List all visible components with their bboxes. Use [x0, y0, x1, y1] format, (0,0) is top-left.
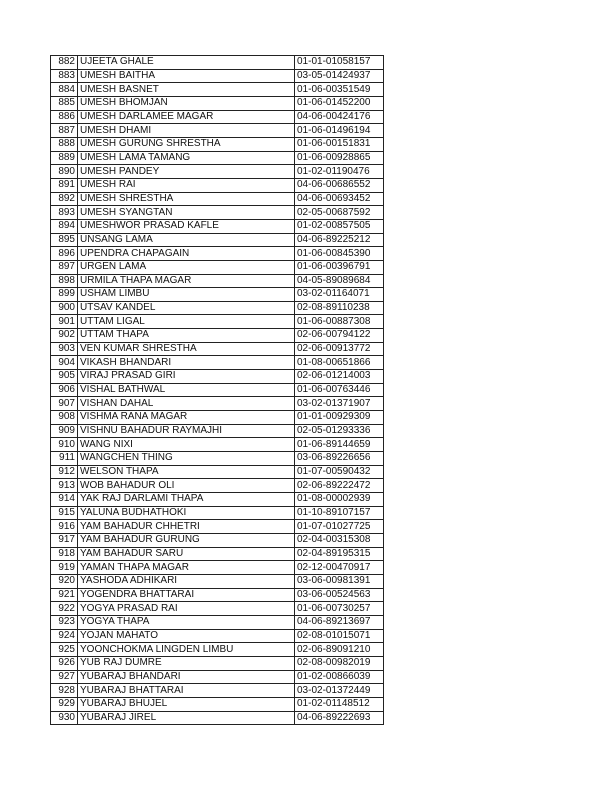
row-number: 904: [51, 356, 78, 370]
row-number: 896: [51, 247, 78, 261]
person-name: UTTAM LIGAL: [78, 315, 295, 329]
person-name: YAM BAHADUR SARU: [78, 547, 295, 561]
table-row: [51, 178, 384, 192]
row-number: 891: [51, 178, 78, 192]
table-row: [51, 301, 384, 315]
row-number: 903: [51, 342, 78, 356]
registration-id: 01-07-00590432: [295, 465, 384, 479]
row-number: 924: [51, 629, 78, 643]
table-row: [51, 356, 384, 370]
table-row: [51, 288, 384, 302]
row-number: 920: [51, 574, 78, 588]
registration-id: 01-06-89144659: [295, 438, 384, 452]
table-row: [51, 588, 384, 602]
person-name: UMESHWOR PRASAD KAFLE: [78, 219, 295, 233]
table-row: [51, 506, 384, 520]
row-number: 902: [51, 329, 78, 343]
person-name: UMESH DHAMI: [78, 124, 295, 138]
row-number: 899: [51, 288, 78, 302]
registration-id: 01-02-01148512: [295, 697, 384, 711]
registration-id: 01-02-01190476: [295, 165, 384, 179]
person-name: YOGYA PRASAD RAI: [78, 602, 295, 616]
row-number: 895: [51, 233, 78, 247]
person-name: WANGCHEN THING: [78, 452, 295, 466]
row-number: 884: [51, 83, 78, 97]
person-name: WELSON THAPA: [78, 465, 295, 479]
table-row: [51, 233, 384, 247]
table-row: [51, 479, 384, 493]
person-name: UMESH PANDEY: [78, 165, 295, 179]
registration-id: 02-08-89110238: [295, 301, 384, 315]
row-number: 897: [51, 260, 78, 274]
table-row: [51, 438, 384, 452]
row-number: 901: [51, 315, 78, 329]
table-row: [51, 137, 384, 151]
registration-id: 04-06-89213697: [295, 615, 384, 629]
row-number: 914: [51, 493, 78, 507]
person-name: YOJAN MAHATO: [78, 629, 295, 643]
registration-id: 04-06-00693452: [295, 192, 384, 206]
registration-id: 02-05-00687592: [295, 206, 384, 220]
person-name: UMESH SYANGTAN: [78, 206, 295, 220]
row-number: 925: [51, 643, 78, 657]
row-number: 892: [51, 192, 78, 206]
table-row: [51, 547, 384, 561]
table-row: [51, 56, 384, 70]
person-name: VIKASH BHANDARI: [78, 356, 295, 370]
registration-id: 01-01-00929309: [295, 411, 384, 425]
registration-id: 01-08-00002939: [295, 493, 384, 507]
person-name: VISHNU BAHADUR RAYMAJHI: [78, 424, 295, 438]
registration-id: 01-02-00857505: [295, 219, 384, 233]
registration-id: 01-06-00763446: [295, 383, 384, 397]
registration-id: 02-12-00470917: [295, 561, 384, 575]
row-number: 911: [51, 452, 78, 466]
person-name: UTSAV KANDEL: [78, 301, 295, 315]
table-row: [51, 329, 384, 343]
row-number: 927: [51, 670, 78, 684]
row-number: 921: [51, 588, 78, 602]
table-row: [51, 643, 384, 657]
person-name: WANG NIXI: [78, 438, 295, 452]
row-number: 889: [51, 151, 78, 165]
registration-id: 01-06-00730257: [295, 602, 384, 616]
registration-id: 03-02-01164071: [295, 288, 384, 302]
table-row: [51, 192, 384, 206]
registration-id: 02-08-01015071: [295, 629, 384, 643]
registration-id: 01-01-01058157: [295, 56, 384, 70]
person-name: YUBARAJ JIREL: [78, 711, 295, 725]
person-name: YOONCHOKMA LINGDEN LIMBU: [78, 643, 295, 657]
table-row: [51, 602, 384, 616]
registration-id: 03-06-00981391: [295, 574, 384, 588]
registration-id: 01-06-01496194: [295, 124, 384, 138]
person-name: VISHAL BATHWAL: [78, 383, 295, 397]
row-number: 907: [51, 397, 78, 411]
table-row: [51, 711, 384, 725]
row-number: 883: [51, 69, 78, 83]
row-number: 930: [51, 711, 78, 725]
person-name: YOGYA THAPA: [78, 615, 295, 629]
registration-id: 01-06-01452200: [295, 96, 384, 110]
table-row: [51, 533, 384, 547]
row-number: 909: [51, 424, 78, 438]
person-name: VIRAJ PRASAD GIRI: [78, 370, 295, 384]
table-row: [51, 124, 384, 138]
table-row: [51, 561, 384, 575]
table-row: [51, 452, 384, 466]
table-row: [51, 219, 384, 233]
person-name: USHAM LIMBU: [78, 288, 295, 302]
row-number: 913: [51, 479, 78, 493]
table-row: [51, 574, 384, 588]
records-table-body: [51, 56, 384, 725]
row-number: 898: [51, 274, 78, 288]
person-name: UMESH SHRESTHA: [78, 192, 295, 206]
row-number: 882: [51, 56, 78, 70]
person-name: YAK RAJ DARLAMI THAPA: [78, 493, 295, 507]
table-row: [51, 69, 384, 83]
person-name: WOB BAHADUR OLI: [78, 479, 295, 493]
person-name: UMESH LAMA TAMANG: [78, 151, 295, 165]
row-number: 905: [51, 370, 78, 384]
person-name: VEN KUMAR SHRESTHA: [78, 342, 295, 356]
row-number: 888: [51, 137, 78, 151]
registration-id: 01-07-01027725: [295, 520, 384, 534]
table-row: [51, 96, 384, 110]
row-number: 929: [51, 697, 78, 711]
table-row: [51, 370, 384, 384]
registration-id: 03-02-01372449: [295, 684, 384, 698]
registration-id: 02-06-89222472: [295, 479, 384, 493]
person-name: YOGENDRA BHATTARAI: [78, 588, 295, 602]
registration-id: 02-06-01214003: [295, 370, 384, 384]
row-number: 894: [51, 219, 78, 233]
registration-id: 01-06-00887308: [295, 315, 384, 329]
registration-id: 03-02-01371907: [295, 397, 384, 411]
table-row: [51, 206, 384, 220]
table-row: [51, 629, 384, 643]
registration-id: 02-04-00315308: [295, 533, 384, 547]
row-number: 926: [51, 656, 78, 670]
person-name: YAM BAHADUR GURUNG: [78, 533, 295, 547]
row-number: 893: [51, 206, 78, 220]
person-name: URMILA THAPA MAGAR: [78, 274, 295, 288]
registration-id: 01-06-00928865: [295, 151, 384, 165]
person-name: UMESH BHOMJAN: [78, 96, 295, 110]
registration-id: 01-02-00866039: [295, 670, 384, 684]
row-number: 919: [51, 561, 78, 575]
table-row: [51, 342, 384, 356]
row-number: 917: [51, 533, 78, 547]
row-number: 885: [51, 96, 78, 110]
registration-id: 04-06-89222693: [295, 711, 384, 725]
person-name: UJEETA GHALE: [78, 56, 295, 70]
table-row: [51, 411, 384, 425]
row-number: 890: [51, 165, 78, 179]
table-row: [51, 83, 384, 97]
table-row: [51, 697, 384, 711]
registration-id: 04-06-89225212: [295, 233, 384, 247]
registration-id: 02-08-00982019: [295, 656, 384, 670]
registration-id: 02-05-01293336: [295, 424, 384, 438]
person-name: UNSANG LAMA: [78, 233, 295, 247]
registration-id: 01-10-89107157: [295, 506, 384, 520]
table-row: [51, 493, 384, 507]
registration-id: 02-06-00794122: [295, 329, 384, 343]
registration-id: 04-05-89089684: [295, 274, 384, 288]
row-number: 915: [51, 506, 78, 520]
table-row: [51, 520, 384, 534]
records-table: [50, 55, 384, 725]
registration-id: 02-06-89091210: [295, 643, 384, 657]
person-name: VISHAN DAHAL: [78, 397, 295, 411]
table-row: [51, 397, 384, 411]
person-name: YUB RAJ DUMRE: [78, 656, 295, 670]
table-row: [51, 656, 384, 670]
table-row: [51, 165, 384, 179]
registration-id: 01-06-00351549: [295, 83, 384, 97]
person-name: UTTAM THAPA: [78, 329, 295, 343]
table-row: [51, 247, 384, 261]
registration-id: 04-06-00424176: [295, 110, 384, 124]
row-number: 906: [51, 383, 78, 397]
registration-id: 03-06-89226656: [295, 452, 384, 466]
registration-id: 03-06-00524563: [295, 588, 384, 602]
person-name: YALUNA BUDHATHOKI: [78, 506, 295, 520]
registration-id: 01-06-00845390: [295, 247, 384, 261]
row-number: 928: [51, 684, 78, 698]
registration-id: 02-04-89195315: [295, 547, 384, 561]
table-row: [51, 465, 384, 479]
table-row: [51, 615, 384, 629]
row-number: 923: [51, 615, 78, 629]
person-name: UMESH BASNET: [78, 83, 295, 97]
table-row: [51, 684, 384, 698]
table-row: [51, 151, 384, 165]
registration-id: 04-06-00686552: [295, 178, 384, 192]
table-row: [51, 315, 384, 329]
person-name: YUBARAJ BHANDARI: [78, 670, 295, 684]
person-name: UPENDRA CHAPAGAIN: [78, 247, 295, 261]
person-name: UMESH BAITHA: [78, 69, 295, 83]
person-name: UMESH DARLAMEE MAGAR: [78, 110, 295, 124]
registration-id: 03-05-01424937: [295, 69, 384, 83]
table-row: [51, 670, 384, 684]
person-name: URGEN LAMA: [78, 260, 295, 274]
person-name: UMESH GURUNG SHRESTHA: [78, 137, 295, 151]
table-row: [51, 260, 384, 274]
registration-id: 01-06-00151831: [295, 137, 384, 151]
row-number: 900: [51, 301, 78, 315]
person-name: YAM BAHADUR CHHETRI: [78, 520, 295, 534]
person-name: YASHODA ADHIKARI: [78, 574, 295, 588]
row-number: 910: [51, 438, 78, 452]
row-number: 922: [51, 602, 78, 616]
table-row: [51, 110, 384, 124]
row-number: 912: [51, 465, 78, 479]
table-row: [51, 274, 384, 288]
registration-id: 01-08-00651866: [295, 356, 384, 370]
row-number: 886: [51, 110, 78, 124]
person-name: UMESH RAI: [78, 178, 295, 192]
table-row: [51, 383, 384, 397]
row-number: 908: [51, 411, 78, 425]
table-row: [51, 424, 384, 438]
row-number: 918: [51, 547, 78, 561]
row-number: 887: [51, 124, 78, 138]
registration-id: 01-06-00396791: [295, 260, 384, 274]
registration-id: 02-06-00913772: [295, 342, 384, 356]
person-name: YUBARAJ BHUJEL: [78, 697, 295, 711]
person-name: YUBARAJ BHATTARAI: [78, 684, 295, 698]
row-number: 916: [51, 520, 78, 534]
person-name: YAMAN THAPA MAGAR: [78, 561, 295, 575]
person-name: VISHMA RANA MAGAR: [78, 411, 295, 425]
